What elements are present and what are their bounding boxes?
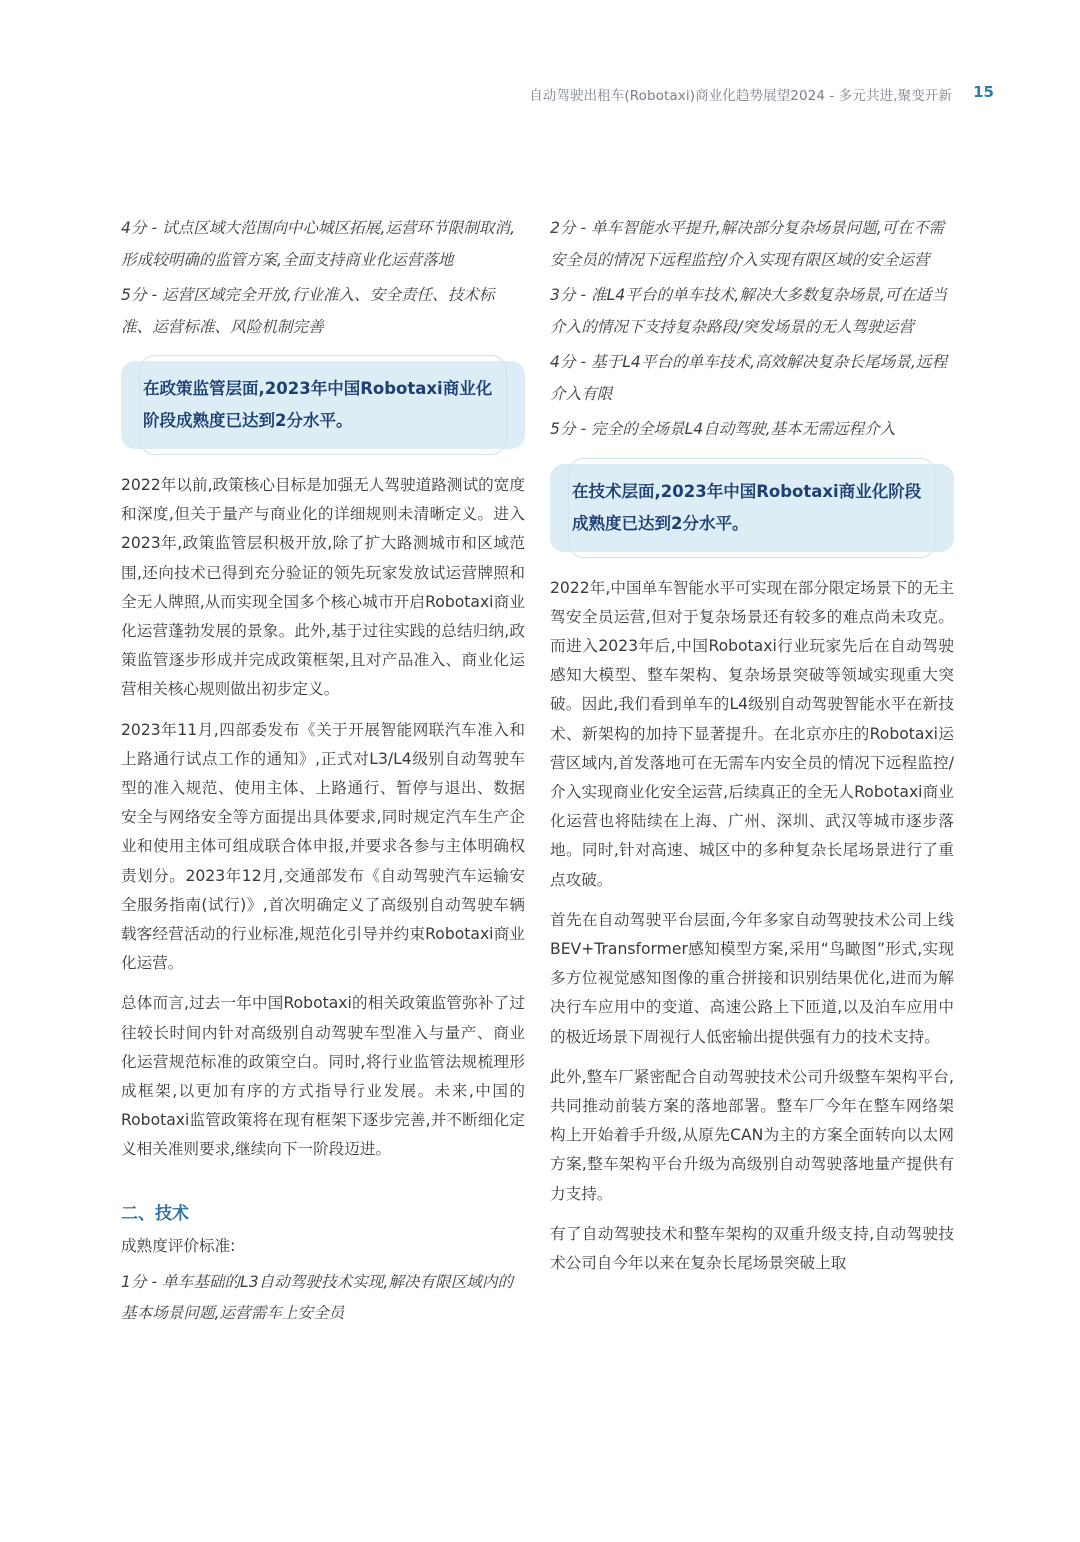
criteria-item: 5分 - 完全的全场景L4自动驾驶,基本无需远程介入 — [550, 420, 896, 438]
policy-callout — [121, 361, 525, 449]
criteria-item: 1分 - 单车基础的L3自动驾驶技术实现,解决有限区域内的基本场景问题,运营需车上安全员 — [121, 1272, 514, 1323]
header-title: 自动驾驶出租车(Robotaxi)商业化趋势展望2024 - 多元共进,聚变开新 — [529, 88, 952, 104]
body-paragraph: 2022年,中国单车智能水平可实现在部分限定场景下的无主驾安全员运营,但对于复杂场景还有较多的难点尚未攻克。而进入2023年后,中国Robotaxi行业玩家先后在自动驾驶感知大模型、整车架构、复杂场景突破等领域实现重大突破。因此,我们看到单车的L4级别自动驾驶智能水平在新技术、新架构的加持下显著提升。在北京亦庄的Robotaxi运营区域内,首发落地可在无需车内安全员的情况下远程监控/介入实现商业化安全运营,后续真正的全无人Robotaxi商业化运营也将陆续在上海、广州、深圳、武汉等城市逐步落地。同时,针对高速、城区中的多种复杂长尾场景进行了重点攻破。 — [550, 578, 954, 889]
criteria-item: 2分 - 单车智能水平提升,解决部分复杂场景问题,可在不需安全员的情况下远程监控/介入实现有限区域的安全运营 — [550, 219, 945, 269]
criteria-item: 4分 - 试点区域大范围向中心城区拓展,运营环节限制取消,形成较明确的监管方案,全面支持商业化运营落地 — [121, 219, 516, 269]
page-number: 15 — [973, 83, 994, 101]
body-paragraph: 总体而言,过去一年中国Robotaxi的相关政策监管弥补了过往较长时间内针对高级别自动驾驶车型准入与量产、商业化运营规范标准的政策空白。同时,将行业监管法规梳理形成框架,以更加有序的方式指导行业发展。未来,中国的Robotaxi监管政策将在现有框架下逐步完善,并不断细化定义相关准则要求,继续向下一阶段迈进。 — [121, 994, 525, 1159]
right-column — [550, 213, 954, 1289]
body-paragraph: 2022年以前,政策核心目标是加强无人驾驶道路测试的宽度和深度,但关于量产与商业化的详细规则未清晰定义。进入2023年,政策监管层积极开放,除了扩大路测城市和区域范围,还向技术已得到充分验证的领先玩家发放试运营牌照和全无人牌照,从而实现全国多个核心城市开启Robotaxi商业化运营蓬勃发展的景象。此外,基于过往实践的总结归纳,政策监管逐步形成并完成政策框架,且对产品准入、商业化运营相关核心规则做出初步定义。 — [121, 476, 525, 699]
body-paragraph: 2023年11月,四部委发布《关于开展智能网联汽车准入和上路通行试点工作的通知》,正式对L3/L4级别自动驾驶车型的准入规范、使用主体、上路通行、暂停与退出、数据安全与网络安全等方面提出具体要求,同时规定汽车生产企业和使用主体可组成联合体申报,并要求各参与主体明确权责划分。2023年12月,交通部发布《自动驾驶汽车运输安全服务指南(试行)》,首次明确定义了高级别自动驾驶车辆载客经营活动的行业标准,规范化引导并约束Robotaxi商业化运营。 — [121, 720, 525, 973]
body-paragraph: 有了自动驾驶技术和整车架构的双重升级支持,自动驾驶技术公司自今年以来在复杂长尾场景突破上取 — [550, 1224, 954, 1272]
criteria-label: 成熟度评价标准: — [121, 1236, 236, 1255]
left-column — [121, 213, 525, 1334]
criteria-item: 5分 - 运营区域完全开放,行业准入、安全责任、技术标准、运营标准、风险机制完善 — [121, 286, 495, 336]
body-paragraph: 首先在自动驾驶平台层面,今年多家自动驾驶技术公司上线BEV+Transformer感知模型方案,采用“鸟瞰图”形式,实现多方位视觉感知图像的重合拼接和识别结果优化,进而为解决行车应用中的变道、高速公路上下匝道,以及泊车应用中的极近场景下周视行人低密输出提供强有力的技术支持。 — [550, 910, 954, 1046]
technology-callout-text: 在技术层面,2023年中国Robotaxi商业化阶段成熟度已达到2分水平。 — [572, 481, 922, 533]
technology-callout — [550, 464, 954, 552]
section-heading: 二、技术 — [121, 1203, 189, 1224]
policy-callout-text: 在政策监管层面,2023年中国Robotaxi商业化阶段成熟度已达到2分水平。 — [143, 379, 493, 430]
page-header — [0, 84, 1080, 104]
criteria-item: 4分 - 基于L4平台的单车技术,高效解决复杂长尾场景,远程介入有限 — [550, 353, 948, 403]
body-paragraph: 此外,整车厂紧密配合自动驾驶技术公司升级整车架构平台,共同推动前装方案的落地部署。整车厂今年在整车网络架构上开始着手升级,从原先CAN为主的方案全面转向以太网方案,整车架构平台升级为高级别自动驾驶落地量产提供有力支持。 — [550, 1067, 954, 1203]
criteria-item: 3分 - 准L4平台的单车技术,解决大多数复杂场景,可在适当介入的情况下支持复杂路段/突发场景的无人驾驶运营 — [550, 286, 948, 336]
